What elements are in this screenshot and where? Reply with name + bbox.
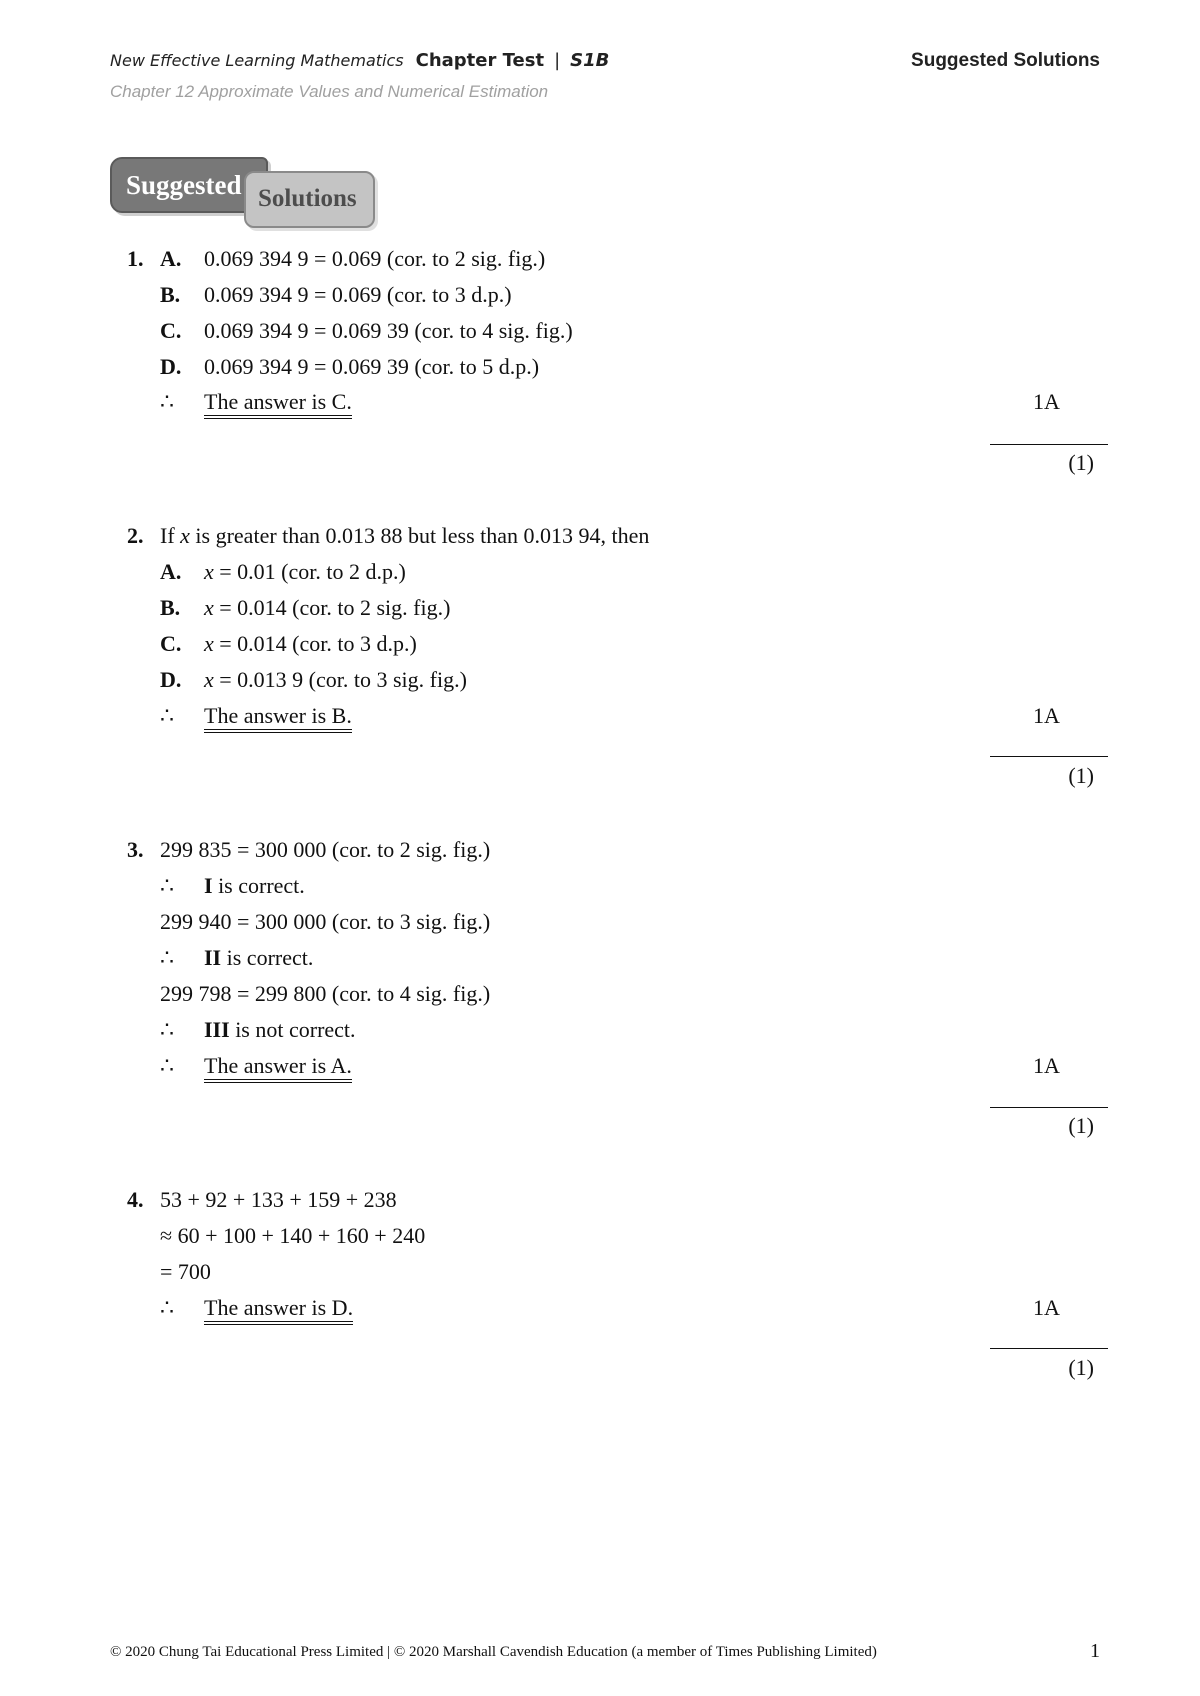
- total-rule: [990, 1107, 1108, 1108]
- option-letter: D.: [160, 667, 182, 692]
- option-line: [160, 246, 545, 272]
- footer-copyright: © 2020 Chung Tai Educational Press Limited | © 2020 Marshall Cavendish Education (a member of Times Publishing Limited): [110, 1644, 877, 1660]
- chapter-test-label: Chapter Test: [415, 50, 545, 71]
- total-marks: (1): [1068, 1113, 1094, 1138]
- option-text: = 0.01 (cor. to 2 d.p.): [213, 559, 406, 584]
- stem-text-post: is greater than 0.013 88 but less than 0.013 94, then: [189, 523, 650, 548]
- total-rule: [990, 756, 1108, 757]
- option-line: [160, 667, 467, 693]
- mark-label: 1A: [1033, 1053, 1060, 1078]
- conclusion-text: is correct.: [221, 945, 314, 970]
- working-line: 299 940 = 300 000 (cor. to 3 sig. fig.): [160, 909, 491, 934]
- header-right-title: Suggested Solutions: [911, 50, 1100, 71]
- answer-line: [160, 703, 352, 733]
- option-text: = 0.013 9 (cor. to 3 sig. fig.): [213, 667, 467, 692]
- option-text: = 0.014 (cor. to 3 d.p.): [213, 631, 417, 656]
- mark-label: 1A: [1033, 703, 1060, 728]
- therefore-symbol: ∴: [160, 873, 174, 898]
- therefore-symbol: ∴: [160, 389, 174, 414]
- working-line: = 700: [160, 1259, 211, 1284]
- page-number: 1: [1090, 1640, 1100, 1662]
- option-line: [160, 559, 406, 585]
- total-marks: (1): [1068, 763, 1094, 788]
- level-label: S1B: [570, 50, 610, 71]
- answer-text: The answer is C.: [204, 390, 352, 419]
- option-letter: C.: [160, 318, 182, 343]
- answer-line: [160, 1295, 353, 1325]
- option-letter: A.: [160, 246, 182, 271]
- question-number: 2.: [127, 523, 144, 548]
- working-line: 53 + 92 + 133 + 159 + 238: [160, 1187, 397, 1212]
- option-letter: C.: [160, 631, 182, 656]
- option-line: [160, 318, 573, 344]
- question-number: 4.: [127, 1187, 144, 1212]
- answer-text: The answer is D.: [204, 1296, 353, 1325]
- conclusion-line: [160, 945, 313, 971]
- statement-roman: II: [204, 945, 222, 970]
- option-text: 0.069 394 9 = 0.069 (cor. to 2 sig. fig.): [204, 246, 546, 271]
- option-text: = 0.014 (cor. to 2 sig. fig.): [213, 595, 451, 620]
- option-variable: x: [204, 631, 214, 656]
- statement-roman: I: [204, 873, 213, 898]
- therefore-symbol: ∴: [160, 1295, 174, 1320]
- option-text: 0.069 394 9 = 0.069 (cor. to 3 d.p.): [204, 282, 512, 307]
- statement-roman: III: [204, 1017, 230, 1042]
- answer-text: The answer is B.: [204, 704, 352, 733]
- question-number: 3.: [127, 837, 144, 862]
- option-letter: D.: [160, 354, 182, 379]
- working-line: 299 798 = 299 800 (cor. to 4 sig. fig.): [160, 981, 491, 1006]
- conclusion-text: is not correct.: [229, 1017, 356, 1042]
- header-title: [110, 50, 609, 71]
- therefore-symbol: ∴: [160, 703, 174, 728]
- option-variable: x: [204, 667, 214, 692]
- badge-word-solutions: Solutions: [258, 185, 357, 212]
- option-text: 0.069 394 9 = 0.069 39 (cor. to 5 d.p.): [204, 354, 540, 379]
- working-line: ≈ 60 + 100 + 140 + 160 + 240: [160, 1223, 426, 1248]
- option-line: [160, 282, 512, 308]
- working-line: 299 835 = 300 000 (cor. to 2 sig. fig.): [160, 837, 491, 862]
- solutions-badge: [244, 171, 375, 228]
- conclusion-text: is correct.: [212, 873, 305, 898]
- answer-text: The answer is A.: [204, 1054, 352, 1083]
- question-stem: [160, 523, 649, 549]
- series-name: New Effective Learning Mathematics: [110, 51, 404, 70]
- therefore-symbol: ∴: [160, 945, 174, 970]
- answer-line: [160, 389, 352, 419]
- conclusion-line: [160, 1017, 356, 1043]
- stem-text-pre: If: [160, 523, 181, 548]
- option-line: [160, 595, 450, 621]
- option-variable: x: [204, 559, 214, 584]
- answer-line: [160, 1053, 352, 1083]
- option-variable: x: [204, 595, 214, 620]
- badge-word-suggested: Suggested: [126, 170, 242, 200]
- therefore-symbol: ∴: [160, 1017, 174, 1042]
- option-line: [160, 631, 417, 657]
- option-letter: B.: [160, 282, 181, 307]
- stem-variable: x: [180, 523, 190, 548]
- option-line: [160, 354, 539, 380]
- total-marks: (1): [1068, 450, 1094, 475]
- header-separator: |: [554, 50, 561, 71]
- question-number: 1.: [127, 246, 144, 271]
- total-marks: (1): [1068, 1355, 1094, 1380]
- conclusion-line: [160, 873, 305, 899]
- option-letter: A.: [160, 559, 182, 584]
- option-text: 0.069 394 9 = 0.069 39 (cor. to 4 sig. fig.): [204, 318, 573, 343]
- option-letter: B.: [160, 595, 181, 620]
- mark-label: 1A: [1033, 389, 1060, 414]
- chapter-subtitle: Chapter 12 Approximate Values and Numerical Estimation: [110, 82, 549, 101]
- total-rule: [990, 1348, 1108, 1349]
- mark-label: 1A: [1033, 1295, 1060, 1320]
- therefore-symbol: ∴: [160, 1053, 174, 1078]
- total-rule: [990, 444, 1108, 445]
